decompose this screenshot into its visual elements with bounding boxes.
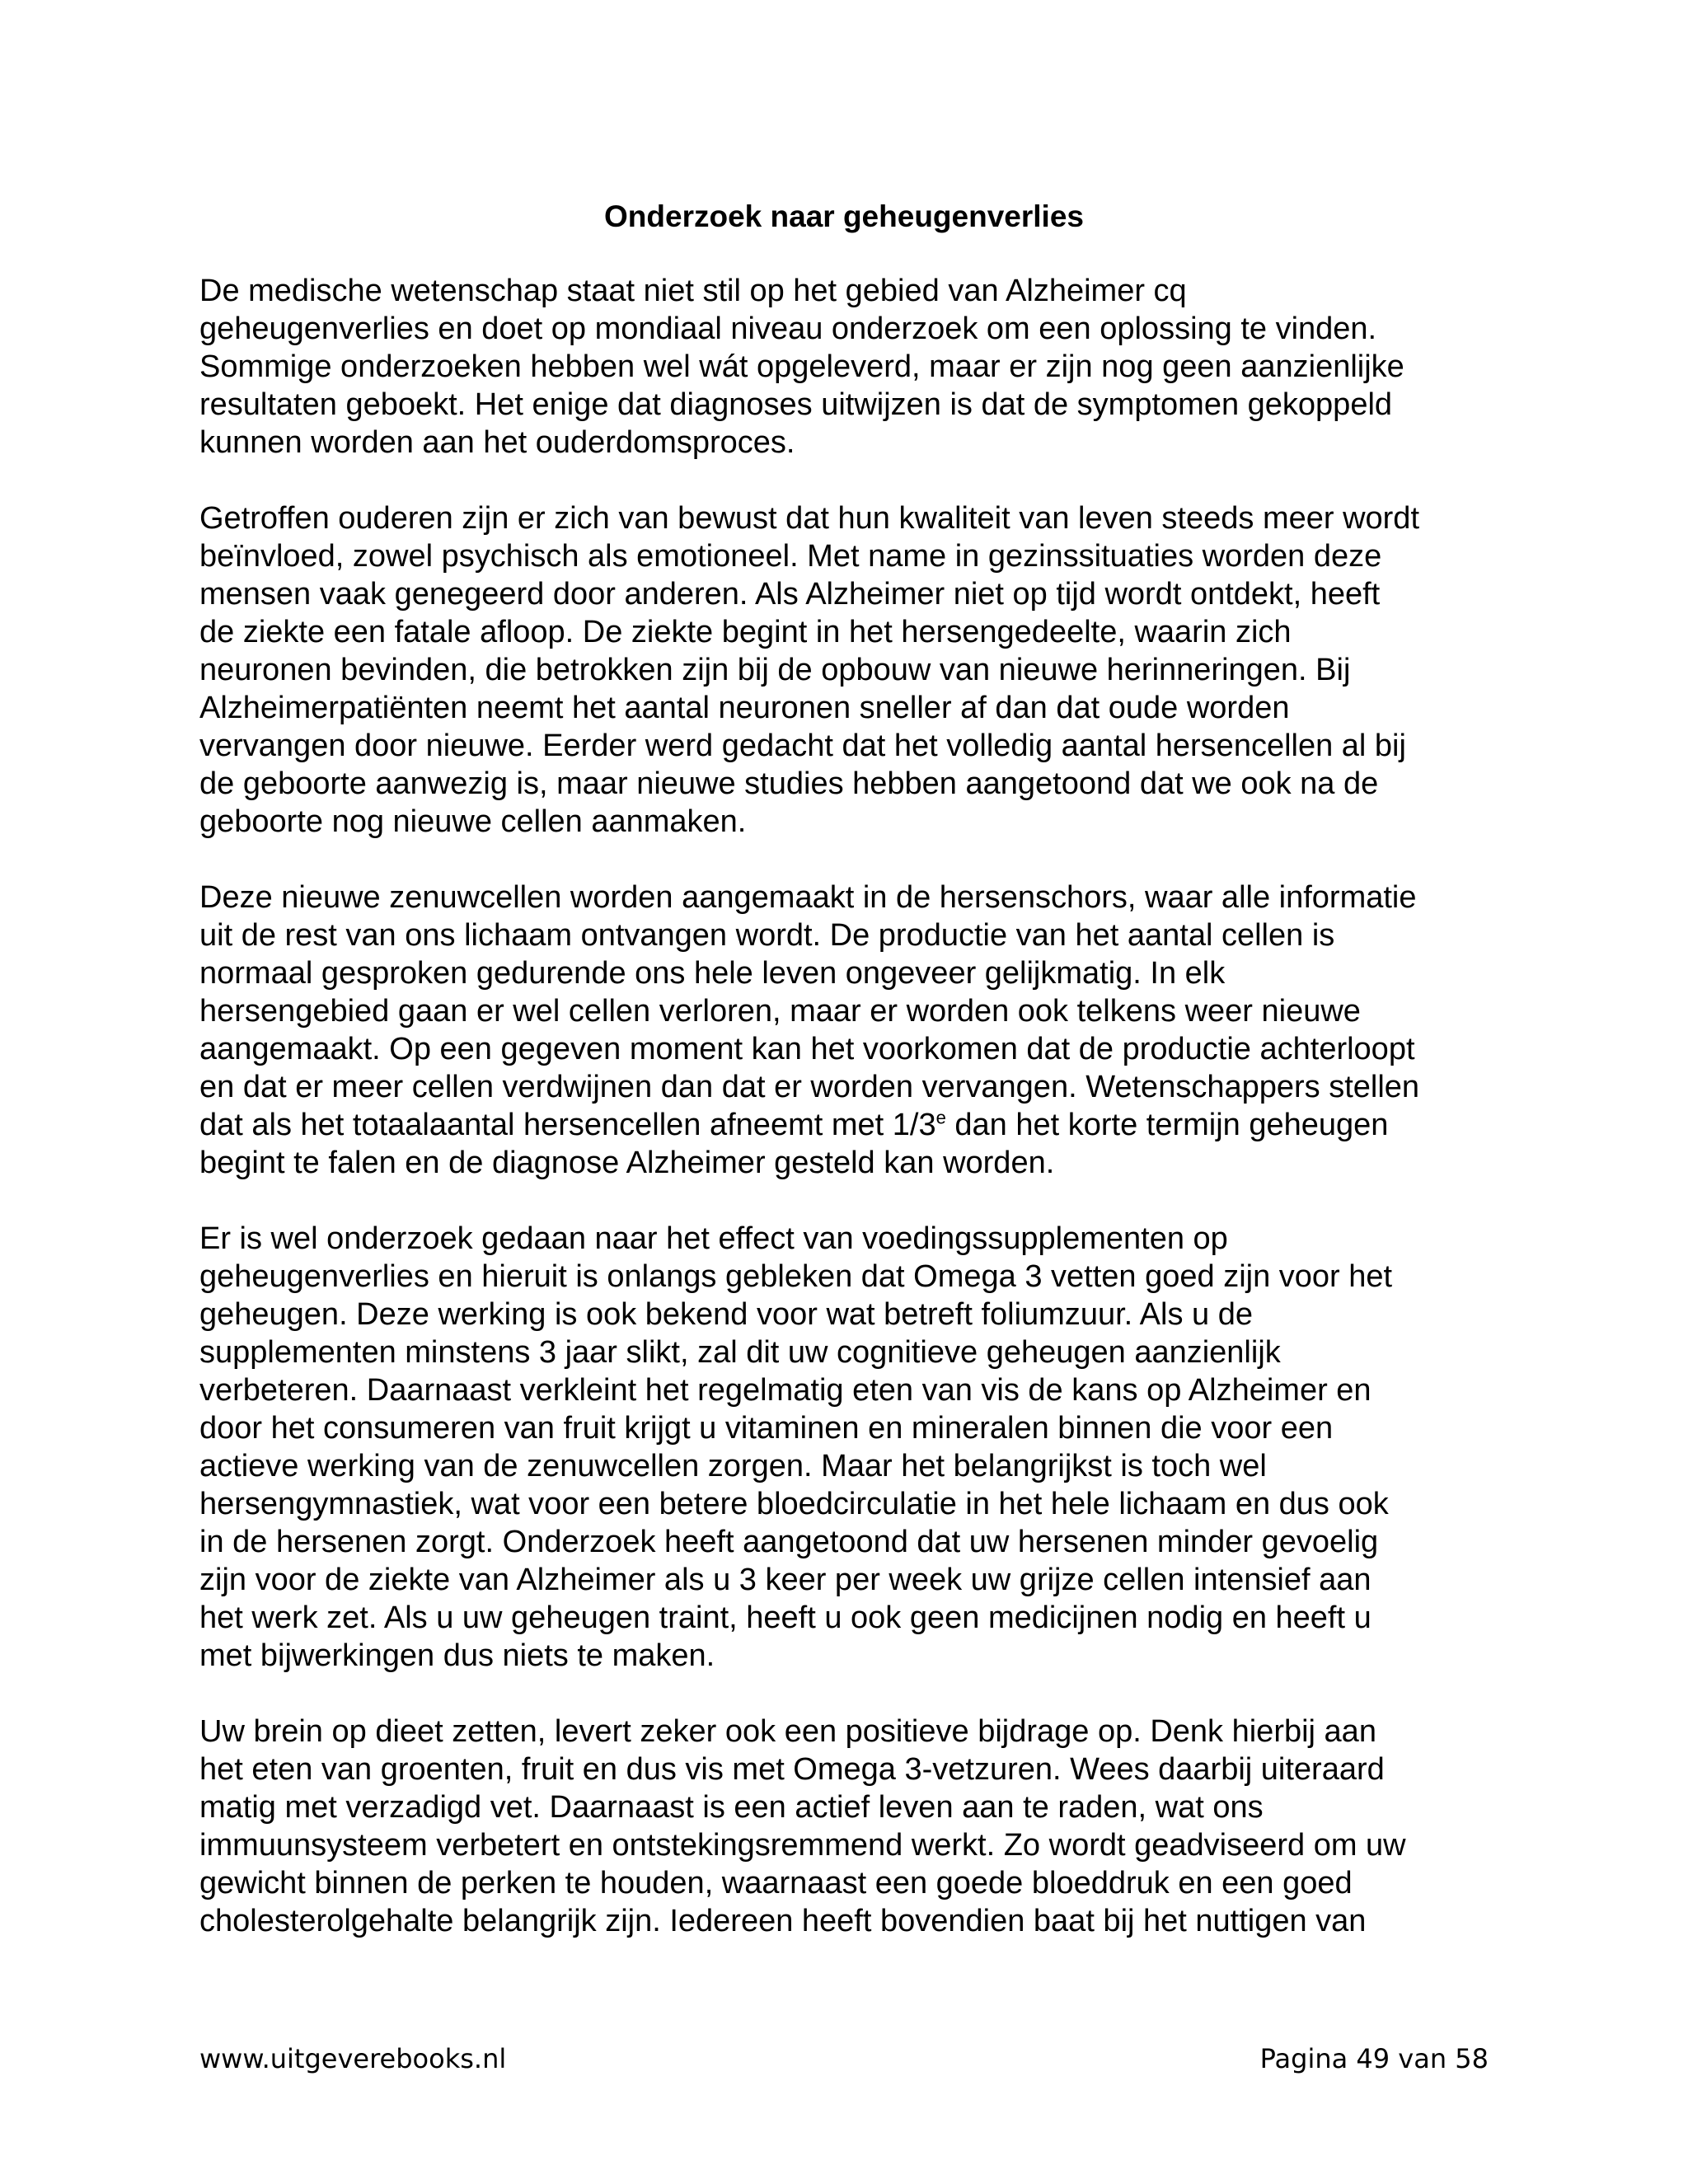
text-line: uit de rest van ons lichaam ontvangen wordt. De productie van het aantal cellen is xyxy=(199,918,1335,953)
text-line: vervangen door nieuwe. Eerder werd gedacht dat het volledig aantal hersencellen al bij xyxy=(199,729,1406,763)
text-line: zijn voor de ziekte van Alzheimer als u 3 keer per week uw grijze cellen intensief aan xyxy=(199,1563,1372,1597)
text-line: verbeteren. Daarnaast verkleint het regelmatig eten van vis de kans op Alzheimer en xyxy=(199,1373,1372,1408)
text-line: en dat er meer cellen verdwijnen dan dat er worden vervangen. Wetenschappers stellen xyxy=(199,1070,1420,1104)
text-line: geheugen. Deze werking is ook bekend voor wat betreft foliumzuur. Als u de xyxy=(199,1297,1253,1332)
text-line: begint te falen en de diagnose Alzheimer gesteld kan worden. xyxy=(199,1146,1055,1180)
text-line: normaal gesproken gedurende ons hele leven ongeveer gelijkmatig. In elk xyxy=(199,956,1226,991)
text-line: het werk zet. Als u uw geheugen traint, heeft u ook geen medicijnen nodig en heeft u xyxy=(199,1601,1372,1635)
document-body xyxy=(199,272,1502,1978)
text-line: De medische wetenschap staat niet stil op het gebied van Alzheimer cq xyxy=(199,274,1187,308)
text-line: mensen vaak genegeerd door anderen. Als Alzheimer niet op tijd wordt ontdekt, heeft xyxy=(199,577,1381,612)
text-line: immuunsysteem verbetert en ontstekingsremmend werkt. Zo wordt geadviseerd om uw xyxy=(199,1828,1406,1863)
paragraph-3 xyxy=(199,879,1502,1182)
text-line: Er is wel onderzoek gedaan naar het effect van voedingssupplementen op xyxy=(199,1221,1228,1256)
text-line: neuronen bevinden, die betrokken zijn bij de opbouw van nieuwe herinneringen. Bij xyxy=(199,653,1351,687)
text-before-superscript: dat als het totaalaantal hersencellen afneemt met 1/3 xyxy=(199,1108,936,1142)
text-line: Uw brein op dieet zetten, levert zeker ook een positieve bijdrage op. Denk hierbij aan xyxy=(199,1714,1376,1749)
text-line: in de hersenen zorgt. Onderzoek heeft aangetoond dat uw hersenen minder gevoelig xyxy=(199,1525,1379,1559)
text-line: door het consumeren van fruit krijgt u vitaminen en mineralen binnen die voor een xyxy=(199,1411,1334,1446)
paragraph-4 xyxy=(199,1220,1502,1675)
text-line: Sommige onderzoeken hebben wel wát opgeleverd, maar er zijn nog geen aanzienlijke xyxy=(199,349,1404,384)
superscript: e xyxy=(935,1107,946,1128)
paragraph-2 xyxy=(199,499,1502,841)
text-after-superscript: dan het korte termijn geheugen xyxy=(945,1108,1389,1142)
text-line: de geboorte aanwezig is, maar nieuwe studies hebben aangetoond dat we ook na de xyxy=(199,766,1379,801)
text-line: matig met verzadigd vet. Daarnaast is een actief leven aan te raden, wat ons xyxy=(199,1790,1264,1825)
footer-website: www.uitgeverebooks.nl xyxy=(199,2043,507,2074)
text-line: resultaten geboekt. Het enige dat diagnoses uitwijzen is dat de symptomen gekoppeld xyxy=(199,387,1393,422)
text-line: cholesterolgehalte belangrijk zijn. Iedereen heeft bovendien baat bij het nuttigen van xyxy=(199,1904,1367,1938)
text-line: hersengymnastiek, wat voor een betere bloedcirculatie in het hele lichaam en dus ook xyxy=(199,1487,1389,1521)
footer-page-number: Pagina 49 van 58 xyxy=(1259,2043,1489,2074)
text-line: geheugenverlies en doet op mondiaal niveau onderzoek om een oplossing te vinden. xyxy=(199,312,1377,346)
text-line: Alzheimerpatiënten neemt het aantal neuronen sneller af dan dat oude worden xyxy=(199,691,1290,725)
text-line: geheugenverlies en hieruit is onlangs gebleken dat Omega 3 vetten goed zijn voor het xyxy=(199,1259,1393,1294)
paragraph-1 xyxy=(199,272,1502,462)
text-line: de ziekte een fatale afloop. De ziekte begint in het hersengedeelte, waarin zich xyxy=(199,615,1292,649)
text-line: actieve werking van de zenuwcellen zorgen. Maar het belangrijkst is toch wel xyxy=(199,1449,1267,1483)
paragraph-5 xyxy=(199,1713,1502,1940)
text-line: het eten van groenten, fruit en dus vis met Omega 3-vetzuren. Wees daarbij uiteraard xyxy=(199,1752,1385,1787)
page-title: Onderzoek naar geheugenverlies xyxy=(604,199,1084,233)
text-line: gewicht binnen de perken te houden, waarnaast een goede bloeddruk en een goed xyxy=(199,1866,1353,1900)
text-line: Deze nieuwe zenuwcellen worden aangemaakt in de hersenschors, waar alle informatie xyxy=(199,880,1417,915)
text-line: kunnen worden aan het ouderdomsproces. xyxy=(199,425,795,460)
text-line: hersengebied gaan er wel cellen verloren, maar er worden ook telkens weer nieuwe xyxy=(199,994,1361,1029)
text-line: geboorte nog nieuwe cellen aanmaken. xyxy=(199,804,747,839)
text-line: supplementen minstens 3 jaar slikt, zal dit uw cognitieve geheugen aanzienlijk xyxy=(199,1335,1281,1370)
text-line: met bijwerkingen dus niets te maken. xyxy=(199,1638,715,1673)
text-line: Getroffen ouderen zijn er zich van bewust dat hun kwaliteit van leven steeds meer wordt xyxy=(199,501,1419,536)
text-line-superscript xyxy=(199,1106,1502,1144)
text-line: aangemaakt. Op een gegeven moment kan het voorkomen dat de productie achterloopt xyxy=(199,1032,1415,1066)
text-line: beïnvloed, zowel psychisch als emotioneel. Met name in gezinssituaties worden deze xyxy=(199,539,1382,574)
